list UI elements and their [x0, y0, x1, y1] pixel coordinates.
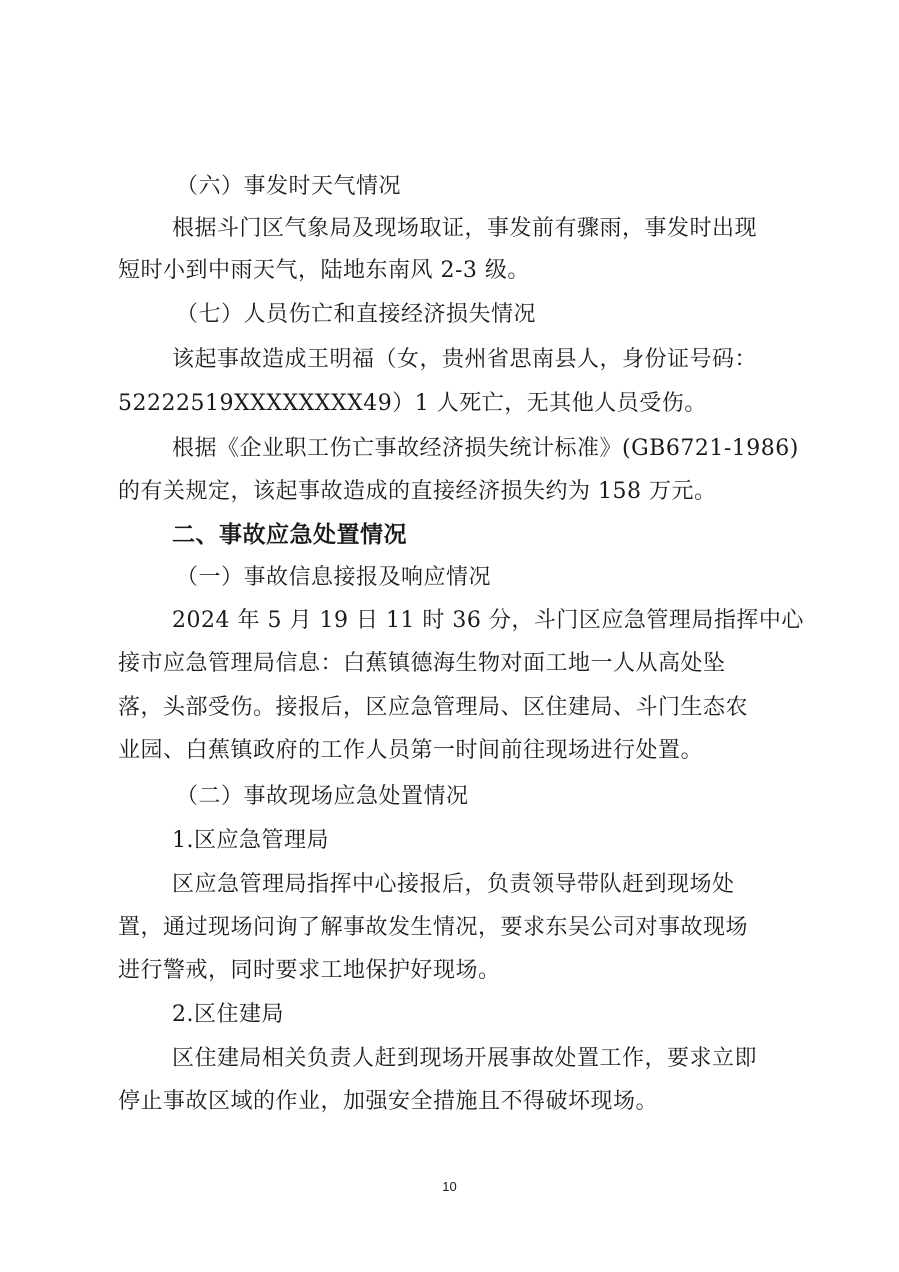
subheading-report-response: （一）事故信息接报及响应情况: [176, 565, 492, 590]
paragraph-line: 落，头部受伤。接报后，区应急管理局、区住建局、斗门生态农: [118, 695, 749, 720]
paragraph-line: 接市应急管理局信息：白蕉镇德海生物对面工地一人从高处坠: [118, 651, 726, 676]
paragraph-line: 区应急管理局指挥中心接报后，负责领导带队赶到现场处: [172, 872, 735, 897]
paragraph-line: 区住建局相关负责人赶到现场开展事故处置工作，要求立即: [172, 1046, 758, 1071]
paragraph-line: 根据斗门区气象局及现场取证，事发前有骤雨，事发时出现: [172, 216, 758, 241]
page-number: 10: [442, 1179, 457, 1194]
paragraph-line: 根据《企业职工伤亡事故经济损失统计标准》(GB6721-1986): [172, 436, 799, 461]
numbered-heading: 1.区应急管理局: [172, 828, 329, 853]
subheading-casualties: （七）人员伤亡和直接经济损失情况: [176, 302, 537, 327]
numbered-heading: 2.区住建局: [172, 1002, 284, 1027]
paragraph-line: 2024 年 5 月 19 日 11 时 36 分，斗门区应急管理局指挥中心: [172, 608, 804, 633]
paragraph-line: 停止事故区域的作业，加强安全措施且不得破坏现场。: [118, 1089, 659, 1114]
section-heading-emergency-response: 二、事故应急处置情况: [172, 522, 407, 548]
subheading-onsite-handling: （二）事故现场应急处置情况: [176, 784, 469, 809]
subheading-weather: （六）事发时天气情况: [176, 174, 402, 199]
paragraph-line: 52222519XXXXXXXX49）1 人死亡，无其他人员受伤。: [118, 391, 707, 416]
paragraph-line: 进行警戒，同时要求工地保护好现场。: [118, 958, 501, 983]
paragraph-line: 该起事故造成王明福（女，贵州省思南县人，身份证号码：: [172, 347, 758, 372]
paragraph-line: 业园、白蕉镇政府的工作人员第一时间前往现场进行处置。: [118, 738, 704, 763]
paragraph-line: 短时小到中雨天气，陆地东南风 2-3 级。: [118, 258, 530, 283]
paragraph-line: 的有关规定，该起事故造成的直接经济损失约为 158 万元。: [118, 479, 717, 504]
paragraph-line: 置，通过现场问询了解事故发生情况，要求东吴公司对事故现场: [118, 915, 749, 940]
